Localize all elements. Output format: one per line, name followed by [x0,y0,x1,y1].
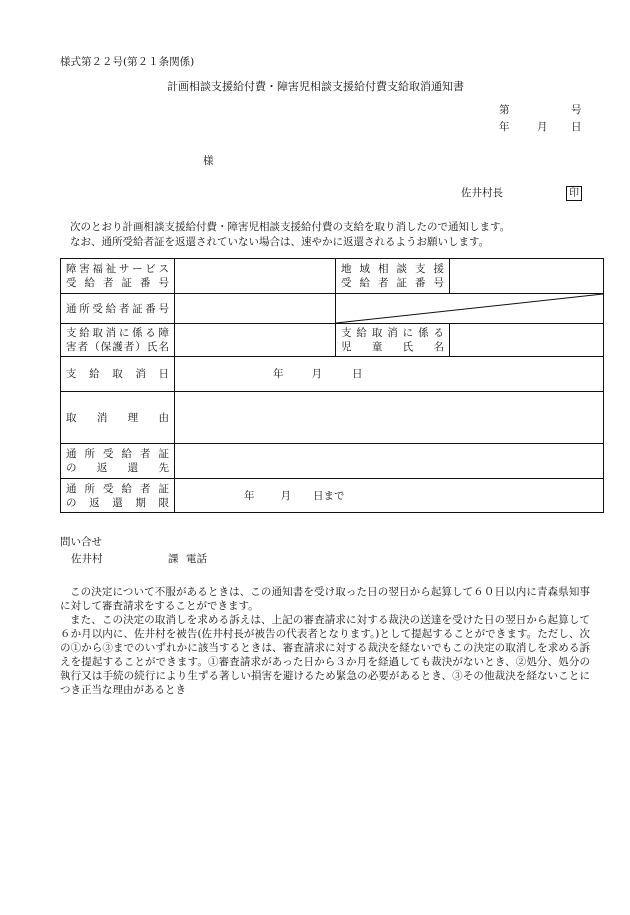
consult-number-cell [450,259,604,294]
intro-line-2: なお、通所受給者証を返還されていない場合は、速やかに返還されるようお願いします。 [70,236,490,248]
table-row [61,392,604,444]
table-row [61,259,604,294]
document-title: 計画相談支援給付費・障害児相談支援給付費支給取消通知書 [167,80,464,93]
table-row [61,357,604,392]
date-month: 月 [537,121,548,133]
contact-village: 佐井村 [71,553,103,565]
diagonal-void-cell [336,294,604,324]
cancel-person-field [175,324,336,357]
issuer-name: 佐井村長 [461,187,503,199]
table-row [61,479,604,513]
intro-line-1: 次のとおり計画相談支援給付費・障害児相談支援給付費の支給を取り消したので通知します。 [70,221,511,233]
cancel-date-field: 年 月 日 [175,357,604,392]
tsusho-number-cell [175,294,336,324]
return-deadline-label: 通所受給者証 の返還期限 [61,479,175,513]
date-year: 年 [499,121,510,133]
form-table [60,258,604,513]
service-number-cell [175,259,336,294]
reason-field [175,392,604,444]
cancel-child-label: 支給取消に係る 児童氏名 [336,324,450,357]
date-day: 日 [571,121,582,133]
cancel-child-field [450,324,604,357]
form-number: 様式第２２号(第２１条関係) [60,56,195,68]
table-row [61,324,604,357]
service-number-label: 障害福祉サービス 受給者証番号 [61,259,175,294]
return-destination-label: 通所受給者証 の返還先 [61,444,175,479]
consult-number-label: 地域相談支援 受給者証番号 [336,259,450,294]
return-deadline-field: 年 月 日まで [175,479,604,513]
seal-mark: 印 [566,186,582,201]
doc-no-suffix: 号 [571,104,582,116]
table-row [61,444,604,479]
doc-no-prefix: 第 [499,104,510,116]
tsusho-number-label: 通所受給者証番号 [61,294,175,324]
lawsuit-notice-paragraph: また、この決定の取消しを求める訴えは、上記の審査請求に対する裁決の送達を受けた日の翌日から起算して６か月以内に、佐井村を被告(佐井村長が被告の代表者となります。)として提起することができます。ただし、次の①から③までのいずれかに該当するときは、審査請求に対する裁決を経ないでもこの決定の取消しを求める訴えを提起することができます。①審査請求があった日から３か月を経過しても裁決がないとき、②処分、処分の執行又は手続の続行により生ずる著しい損害を避けるため緊急の必要があるとき、③その他裁決を経ないことにつき正当な理由があるとき [60,614,590,696]
contact-section: 課 [168,553,179,565]
appeal-notice-paragraph: この決定について不服があるときは、この通知書を受け取った日の翌日から起算して６０日以内に青森県知事に対して審査請求をすることができます。 [60,586,590,612]
contact-heading: 問い合せ [60,536,102,548]
recipient-suffix: 様 [203,155,214,167]
contact-phone: 電話 [186,553,207,565]
cancel-person-label: 支給取消に係る障 害者（保護者）氏名 [61,324,175,357]
return-destination-field [175,444,604,479]
table-row [61,294,604,324]
cancel-date-label: 支給取消日 [61,357,175,392]
reason-label: 取消理由 [61,392,175,444]
